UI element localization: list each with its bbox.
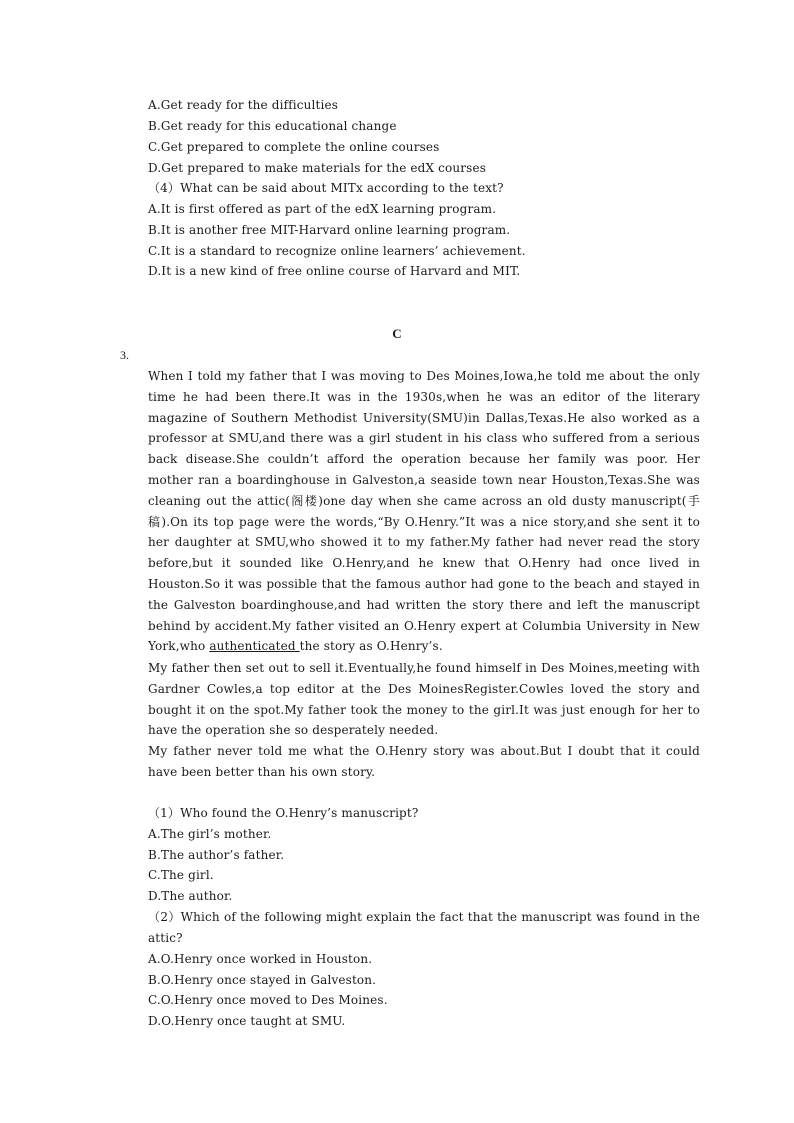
question-stem: （1）Who found the O.Henry’s manuscript? xyxy=(148,806,419,820)
option-d: D.Get prepared to make materials for the edX courses xyxy=(148,161,487,175)
option-d: D.It is a new kind of free online course of Harvard and MIT. xyxy=(148,264,521,278)
option-c: C.O.Henry once moved to Des Moines. xyxy=(148,993,388,1007)
option-b: B.O.Henry once stayed in Galveston. xyxy=(148,973,377,987)
option-c: C.The girl. xyxy=(148,868,214,882)
option-d: D.The author. xyxy=(148,889,233,903)
passage-paragraph xyxy=(148,366,700,657)
option-b: B.It is another free MIT-Harvard online learning program. xyxy=(148,223,511,237)
question-number: 3. xyxy=(120,348,129,362)
question-stem: （4）What can be said about MITx according to the text? xyxy=(148,181,504,195)
option-b: B.The author’s father. xyxy=(148,848,285,862)
underlined-word: authenticated xyxy=(209,639,300,654)
option-d: D.O.Henry once taught at SMU. xyxy=(148,1014,346,1028)
section-title: C xyxy=(392,326,402,341)
passage-paragraph: My father then set out to sell it.Eventually,he found himself in Des Moines,meeting with Gardner Cowles,a top editor at the Des MoinesRegister.Cowles loved the story and bought it on the spot.My father took the money to the girl.It was just enough for her to have the operation she so desperately needed. xyxy=(148,661,700,738)
option-a: A.It is first offered as part of the edX learning program. xyxy=(148,202,497,216)
question-stem: （2）Which of the following might explain the fact that the manuscript was found in the attic? xyxy=(148,910,700,945)
option-a: A.The girl’s mother. xyxy=(148,827,272,841)
option-a: A.Get ready for the difficulties xyxy=(148,98,339,112)
option-c: C.Get prepared to complete the online courses xyxy=(148,140,440,154)
passage-paragraph: My father never told me what the O.Henry story was about.But I doubt that it could have been better than his own story. xyxy=(148,744,700,779)
option-a: A.O.Henry once worked in Houston. xyxy=(148,952,373,966)
passage-text: When I told my father that I was moving to Des Moines,Iowa,he told me about the only time he had been there.It was in the 1930s,when he was an editor of the literary magazine of Southern Methodist University(SMU)in Dallas,Texas.He also worked as a professor at SMU,and there was a girl student in his class who suffered from a serious back disease.She couldn’t afford the operation because her family was poor. Her mother ran a boardinghouse in Galveston,a seaside town near Houston,Texas.She was cleaning out the attic(阁楼)one day when she came across an old dusty manuscript(手稿).On its top page were the words,“By O.Henry.”It was a nice story,and she sent it to her daughter at SMU,who showed it to my father.My father had never read the story before,but it sounded like O.Henry,and he knew that O.Henry had once lived in Houston.So it was possible that the famous author had gone to the beach and stayed in the Galveston boardinghouse,and had written the story there and left the manuscript behind by accident.My father visited an O.Henry expert at Columbia University in New York,who xyxy=(148,369,700,654)
passage-text: the story as O.Henry’s. xyxy=(299,639,443,654)
option-c: C.It is a standard to recognize online learners’ achievement. xyxy=(148,244,526,258)
option-b: B.Get ready for this educational change xyxy=(148,119,397,133)
